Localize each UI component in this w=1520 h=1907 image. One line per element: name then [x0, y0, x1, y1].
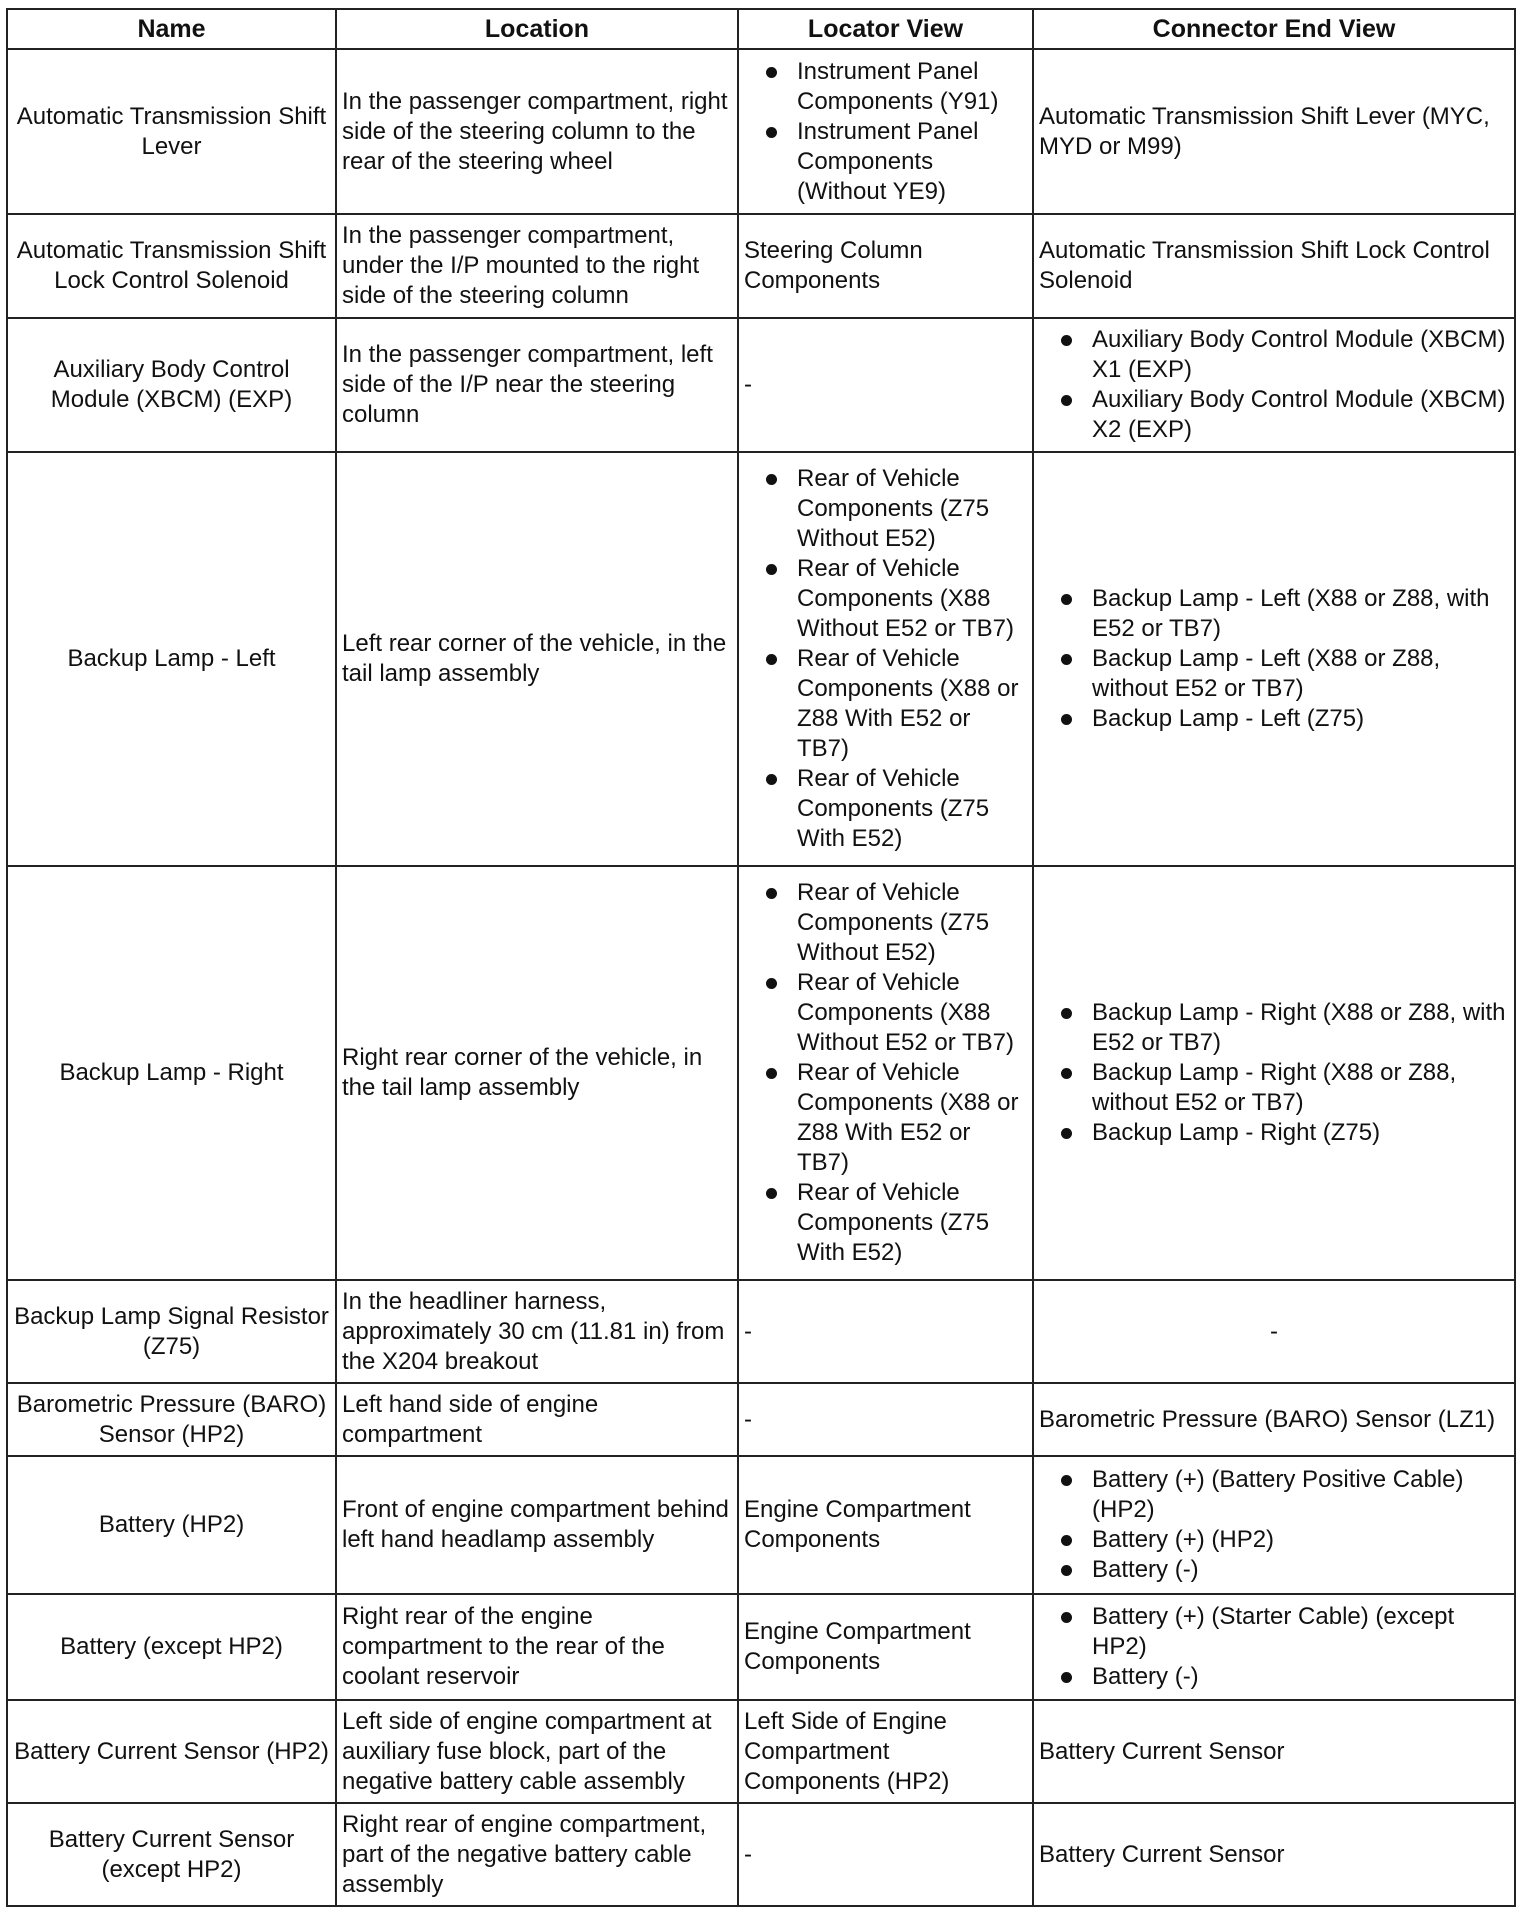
cell-connector-end-view: Battery Current Sensor — [1033, 1803, 1515, 1906]
table-row — [7, 1280, 1515, 1383]
cell-name: Backup Lamp - Right — [7, 866, 336, 1280]
list-item: Battery (+) (HP2) — [1039, 1525, 1509, 1555]
cell-locator-view — [738, 452, 1033, 866]
cell-name: Backup Lamp Signal Resistor (Z75) — [7, 1280, 336, 1383]
cell-location: Right rear of engine compartment, part of the negative battery cable assembly — [336, 1803, 738, 1906]
cell-locator-view: - — [738, 318, 1033, 452]
header-connector-end-view: Connector End View — [1033, 9, 1515, 49]
list-item: Battery (-) — [1039, 1662, 1509, 1692]
cell-location: Right rear corner of the vehicle, in the tail lamp assembly — [336, 866, 738, 1280]
table-row — [7, 1383, 1515, 1456]
list-item: Rear of Vehicle Components (Z75 Without E52) — [744, 878, 1027, 968]
cell-locator-view — [738, 49, 1033, 214]
cell-locator-view: Left Side of Engine Compartment Components (HP2) — [738, 1700, 1033, 1803]
cell-locator-view: Engine Compartment Components — [738, 1594, 1033, 1700]
header-name: Name — [7, 9, 336, 49]
cell-location: Left rear corner of the vehicle, in the tail lamp assembly — [336, 452, 738, 866]
list-item: Backup Lamp - Right (X88 or Z88, with E52 or TB7) — [1039, 998, 1509, 1058]
cell-locator-view — [738, 866, 1033, 1280]
list-item: Auxiliary Body Control Module (XBCM) X1 (EXP) — [1039, 325, 1509, 385]
component-locator-table — [6, 8, 1516, 1907]
cell-location: In the passenger compartment, under the I/P mounted to the right side of the steering column — [336, 214, 738, 318]
list-item: Rear of Vehicle Components (Z75 With E52) — [744, 764, 1027, 854]
table-row — [7, 49, 1515, 214]
cell-connector-end-view: Barometric Pressure (BARO) Sensor (LZ1) — [1033, 1383, 1515, 1456]
list-item: Battery (+) (Battery Positive Cable) (HP2) — [1039, 1465, 1509, 1525]
list-item: Instrument Panel Components (Without YE9) — [744, 117, 1027, 207]
cell-name: Battery Current Sensor (except HP2) — [7, 1803, 336, 1906]
list-item: Rear of Vehicle Components (X88 or Z88 With E52 or TB7) — [744, 644, 1027, 764]
cell-connector-end-view: Battery Current Sensor — [1033, 1700, 1515, 1803]
table-row — [7, 318, 1515, 452]
list-item: Backup Lamp - Left (Z75) — [1039, 704, 1509, 734]
cell-name: Battery Current Sensor (HP2) — [7, 1700, 336, 1803]
list-item: Backup Lamp - Right (X88 or Z88, without E52 or TB7) — [1039, 1058, 1509, 1118]
cell-location: In the passenger compartment, right side of the steering column to the rear of the steering wheel — [336, 49, 738, 214]
list-item: Rear of Vehicle Components (Z75 With E52) — [744, 1178, 1027, 1268]
table-row — [7, 1594, 1515, 1700]
cell-locator-view: Steering Column Components — [738, 214, 1033, 318]
table-row — [7, 866, 1515, 1280]
cell-name: Battery (HP2) — [7, 1456, 336, 1594]
cell-locator-view: - — [738, 1280, 1033, 1383]
list-item: Rear of Vehicle Components (X88 Without E52 or TB7) — [744, 554, 1027, 644]
table-row — [7, 214, 1515, 318]
cell-locator-view: - — [738, 1803, 1033, 1906]
list-item: Auxiliary Body Control Module (XBCM) X2 (EXP) — [1039, 385, 1509, 445]
cell-locator-view: - — [738, 1383, 1033, 1456]
list-item: Rear of Vehicle Components (Z75 Without E52) — [744, 464, 1027, 554]
list-item: Backup Lamp - Right (Z75) — [1039, 1118, 1509, 1148]
cell-location: Left side of engine compartment at auxiliary fuse block, part of the negative battery cable assembly — [336, 1700, 738, 1803]
list-item: Rear of Vehicle Components (X88 or Z88 With E52 or TB7) — [744, 1058, 1027, 1178]
cell-connector-end-view — [1033, 1456, 1515, 1594]
table-row — [7, 1803, 1515, 1906]
cell-location: In the headliner harness, approximately 30 cm (11.81 in) from the X204 breakout — [336, 1280, 738, 1383]
cell-connector-end-view: Automatic Transmission Shift Lever (MYC, MYD or M99) — [1033, 49, 1515, 214]
cell-connector-end-view: - — [1033, 1280, 1515, 1383]
table-header-row — [7, 9, 1515, 49]
cell-locator-view: Engine Compartment Components — [738, 1456, 1033, 1594]
list-item: Battery (+) (Starter Cable) (except HP2) — [1039, 1602, 1509, 1662]
table-row — [7, 1456, 1515, 1594]
cell-connector-end-view — [1033, 452, 1515, 866]
cell-name: Auxiliary Body Control Module (XBCM) (EXP) — [7, 318, 336, 452]
list-item: Instrument Panel Components (Y91) — [744, 57, 1027, 117]
cell-name: Backup Lamp - Left — [7, 452, 336, 866]
list-item: Rear of Vehicle Components (X88 Without E52 or TB7) — [744, 968, 1027, 1058]
cell-name: Automatic Transmission Shift Lock Control Solenoid — [7, 214, 336, 318]
cell-connector-end-view — [1033, 866, 1515, 1280]
cell-name: Battery (except HP2) — [7, 1594, 336, 1700]
header-location: Location — [336, 9, 738, 49]
cell-name: Automatic Transmission Shift Lever — [7, 49, 336, 214]
cell-connector-end-view — [1033, 1594, 1515, 1700]
cell-location: Left hand side of engine compartment — [336, 1383, 738, 1456]
cell-location: Right rear of the engine compartment to the rear of the coolant reservoir — [336, 1594, 738, 1700]
table-row — [7, 1700, 1515, 1803]
cell-name: Barometric Pressure (BARO) Sensor (HP2) — [7, 1383, 336, 1456]
list-item: Backup Lamp - Left (X88 or Z88, without E52 or TB7) — [1039, 644, 1509, 704]
cell-location: Front of engine compartment behind left hand headlamp assembly — [336, 1456, 738, 1594]
cell-location: In the passenger compartment, left side of the I/P near the steering column — [336, 318, 738, 452]
list-item: Backup Lamp - Left (X88 or Z88, with E52 or TB7) — [1039, 584, 1509, 644]
list-item: Battery (-) — [1039, 1555, 1509, 1585]
table-row — [7, 452, 1515, 866]
cell-connector-end-view: Automatic Transmission Shift Lock Control Solenoid — [1033, 214, 1515, 318]
header-locator-view: Locator View — [738, 9, 1033, 49]
cell-connector-end-view — [1033, 318, 1515, 452]
